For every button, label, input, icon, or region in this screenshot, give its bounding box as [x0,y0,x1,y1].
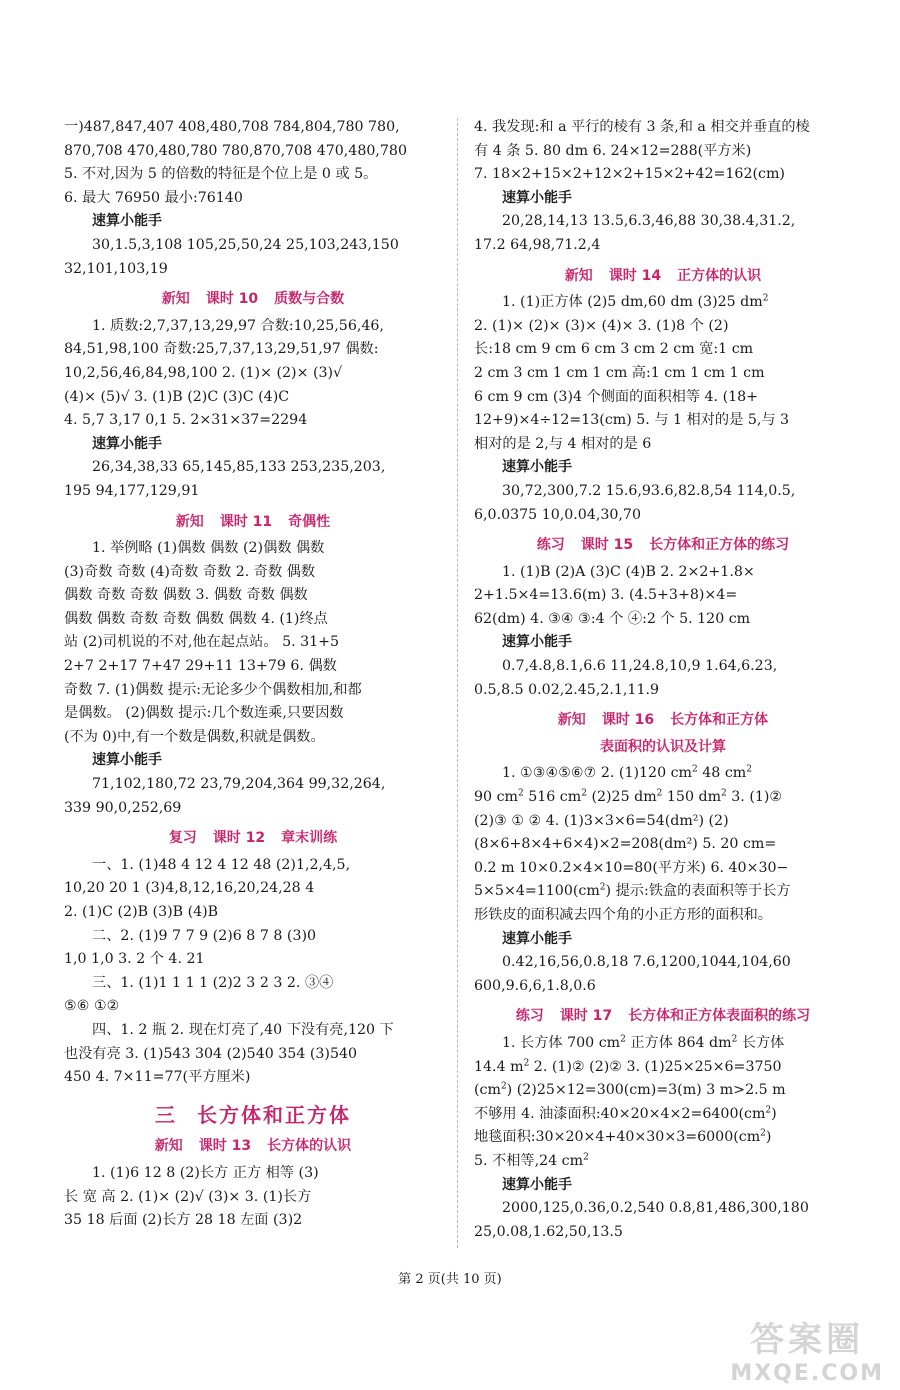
heading-part: 奇偶性 [288,513,331,530]
heading-part: 课时 15 [580,537,634,554]
heading-part: 新知 [154,1138,183,1155]
heading-part: 课时 17 [559,1008,613,1025]
answer-line: 4. 我发现:和 a 平行的棱有 3 条,和 a 相交并垂直的棱 [474,119,810,135]
answer-line: 奇数 7. (1)偶数 提示:无论多少个偶数相加,和都 [64,681,362,698]
heading-part: 课时 14 [608,267,662,284]
answer-line: 1. (1)6 12 8 (2)长方 正方 相等 (3) [92,1164,319,1181]
answer-line: 三、1. (1)1 1 1 1 (2)2 3 2 3 2. ③④ [92,974,334,991]
answer-line: 二、2. (1)9 7 7 9 (2)6 8 7 8 (3)0 [92,927,317,944]
answer-line: 6,0.0375 10,0.04,30,70 [474,506,641,523]
answer-line: 2000,125,0.36,0.2,540 0.8,81,486,300,180 [502,1200,809,1217]
heading-part: 课时 12 [212,830,266,847]
answer-line: 4. 5,7 3,17 0,1 5. 2×31×37=2294 [64,412,308,429]
answer-line: 站 (2)司机说的不对,他在起点站。 5. 31+5 [64,634,340,651]
answer-line: 1. (1)正方体 (2)5 dm,60 dm (3)25 $dm^2$ [502,293,769,311]
heading-part: 章末训练 [281,830,338,847]
heading-part: 质数与合数 [274,291,345,308]
watermark [730,1312,884,1386]
subheading-quick-calc: 速算小能手 [92,435,162,452]
heading-part: 三 [155,1102,177,1127]
heading-part: 练习 [515,1008,544,1025]
answer-line: 0.7,4.8,8.1,6.6 11,24.8,10,9 1.64,6.23, [502,658,778,675]
answer-line: 2+1.5×4=13.6(m) 3. (4.5+3+8)×4= [474,587,738,604]
answer-line: 0.5,8.5 0.02,2.45,2.1,11.9 [474,681,660,698]
answer-line: 地毯面积$:30\times 20\times 4+40\times 30\times 3=6000(cm^2)$ [474,1128,772,1146]
heading-part: 新知 [175,513,204,530]
answer-line: 450 4. 7×11=77(平方厘米) [64,1069,251,1086]
heading-part: 复习 [168,830,197,847]
answer-line: 5. 不对,因为 5 的倍数的特征是个位上是 0 或 5。 [64,166,378,183]
heading-part: 课时 13 [198,1138,252,1155]
subheading-quick-calc: 速算小能手 [502,930,572,947]
answer-line: 339 90,0,252,69 [64,799,182,816]
answer-line: (3)奇数 奇数 (4)奇数 奇数 2. 奇数 偶数 [64,563,316,580]
answer-line: 600,9.6,6,1.8,0.6 [474,977,596,994]
answer-line: (不为 0)中,有一个数是偶数,积就是偶数。 [64,728,325,745]
heading-part: 新知 [557,712,586,729]
heading-part: 长方体和正方体 [670,712,769,729]
section-heading [64,827,442,851]
answer-line: $(cm^2)$ (2)25×12=300(cm)=3(m) 3 m>2.5 m [474,1081,786,1099]
section-heading [64,1135,442,1159]
answer-line: 6. 最大 76950 最小:76140 [64,189,243,206]
answer-line: 形铁皮的面积减去四个角的小正方形的面积和。 [474,907,772,923]
answer-line: 30,1.5,3,108 105,25,50,24 25,103,243,150 [92,236,399,253]
section-heading [474,709,852,733]
answer-line: 不够用 4. 油漆面积$:40\times 20\times 4\times 2=6400(cm^2)$ [474,1105,777,1122]
answer-line: (8×6+8×4+6×4)×2=208(dm²) 5. 20 cm= [474,836,777,853]
answer-line: 35 18 后面 (2)长方 28 18 左面 (3)2 [64,1212,303,1229]
subheading-quick-calc: 速算小能手 [502,189,572,206]
answer-line: 有 4 条 5. 80 dm 6. 24×12=288(平方米) [474,142,752,159]
subheading-quick-calc: 速算小能手 [502,1176,572,1193]
answer-line: 71,102,180,72 23,79,204,364 99,32,264, [92,776,386,793]
heading-part: 长方体的认识 [267,1138,352,1155]
answer-line: 相对的是 2,与 4 相对的是 6 [474,435,652,452]
heading-part: 长方体和正方体表面积的练习 [628,1008,811,1025]
answer-line: 一、1. (1)48 4 12 4 12 48 (2)1,2,4,5, [92,856,351,873]
answer-line: $5\times 5\times 4=1100(cm^2)$ 提示:铁盒的表面积等于长方 [474,882,791,900]
heading-part: 课时 16 [601,712,655,729]
section-heading [474,265,852,289]
answer-line: 30,72,300,7.2 15.6,93.6,82.8,54 114,0.5, [502,482,796,499]
subheading-quick-calc: 速算小能手 [502,634,572,651]
answer-line: 84,51,98,100 奇数:25,7,37,13,29,51,97 偶数: [64,341,379,358]
heading-part: 练习 [536,537,565,554]
answer-line: 2. (1)C (2)B (3)B (4)B [64,904,219,920]
answer-line: 195 94,177,129,91 [64,482,200,499]
answer-line: 17.2 64,98,71.2,4 [474,236,601,253]
watermark-url: MXQE.COM [730,1361,884,1386]
heading-part: 课时 10 [205,291,259,308]
answer-line: 四、1. 2 瓶 2. 现在灯亮了,40 下没有亮,120 下 [92,1021,394,1038]
answer-line: 1. 质数:2,7,37,13,29,97 合数:10,25,56,46, [92,317,384,334]
section-heading-line2: 表面积的认识及计算 [600,738,726,755]
answer-line: 7. 18×2+15×2+12×2+15×2+42=162(cm) [474,166,785,183]
answer-line: 870,708 470,480,780 780,870,708 470,480,780 [64,142,407,159]
answer-line: ⑤⑥ ①② [64,998,120,1015]
answer-line: 偶数 偶数 奇数 奇数 偶数 偶数 4. (1)终点 [64,610,328,627]
column-divider [457,118,458,1248]
answer-line: (4)× (5)√ 3. (1)B (2)C (3)C (4)C [64,388,290,405]
answer-line: (2)③ ① ② 4. (1)3×3×6=54(dm²) (2) [474,812,729,829]
heading-part: 长方体和正方体的练习 [649,537,790,554]
section-heading [64,511,442,535]
answer-line: 1,0 1,0 3. 2 个 4. 21 [64,951,205,968]
answer-line: 6 cm 9 cm (3)4 个侧面的面积相等 4. (18+ [474,388,759,405]
answer-line: 12+9)×4÷12=13(cm) 5. 与 1 相对的是 5,与 3 [474,412,790,429]
subheading-quick-calc: 速算小能手 [502,459,572,476]
answer-line: 2. (1)× (2)× (3)× (4)× 3. (1)8 个 (2) [474,317,729,334]
page-footer: 第 2 页(共 10 页) [398,1272,502,1287]
answer-line: 长 宽 高 2. (1)× (2)√ (3)× 3. (1)长方 [64,1188,312,1205]
answer-line: 20,28,14,13 13.5,6.3,46,88 30,38.4,31.2, [502,213,796,230]
answer-line: 1. 举例略 (1)偶数 偶数 (2)偶数 偶数 [92,540,325,557]
heading-part: 正方体的认识 [677,267,762,284]
answer-line: 0.42,16,56,0.8,18 7.6,1200,1044,104,60 [502,954,791,971]
answer-line: 是偶数。 (2)偶数 提示:几个数连乘,只要因数 [64,705,344,722]
answer-line: 1. ①③④⑤⑥⑦ 2. (1)120 $cm^2$ 48 $cm^2$ [502,764,752,782]
heading-part: 长方体和正方体 [197,1102,351,1127]
answer-line: 一)487,847,407 408,480,708 784,804,780 780, [64,119,400,135]
answer-line: 2 cm 3 cm 1 cm 1 cm 高:1 cm 1 cm 1 cm [474,364,765,381]
left-column [64,116,442,1233]
answer-line: 5. 不相等,24 $cm^2$ [474,1152,589,1169]
answer-line: 10,20 20 1 (3)4,8,12,16,20,24,28 4 [64,880,315,897]
answer-line: 14.4 $m^2$ 2. (1)② (2)② 3. (1)25×25×6=3750 [474,1057,782,1075]
answer-line: 1. 长方体 700 $cm^2$ 正方体 864 $dm^2$ 长方体 [502,1034,785,1051]
heading-part: 新知 [161,291,190,308]
answer-line: 25,0.08,1.62,50,13.5 [474,1223,623,1240]
answer-line: 1. (1)B (2)A (3)C (4)B 2. 2×2+1.8× [502,563,755,580]
section-heading [474,1005,852,1029]
section-heading [64,288,442,312]
answer-line: 0.2 m 10×0.2×4×10=80(平方米) 6. 40×30− [474,859,789,876]
subheading-quick-calc: 速算小能手 [92,213,162,230]
right-column [474,116,852,1244]
answer-line: 2+7 2+17 7+47 29+11 13+79 6. 偶数 [64,658,337,675]
answer-line: 90 $cm^2$ 516 $cm^2$ (2)25 $dm^2$ 150 $dm^2$ 3. (1)② [474,788,783,806]
answer-line: 62(dm) 4. ③④ ③:4 个 ④:2 个 5. 120 cm [474,610,751,627]
section-heading [474,534,852,558]
unit-heading [64,1104,442,1128]
answer-line: 也没有亮 3. (1)543 304 (2)540 354 (3)540 [64,1045,358,1062]
subheading-quick-calc: 速算小能手 [92,752,162,769]
answer-line: 偶数 奇数 奇数 偶数 3. 偶数 奇数 偶数 [64,587,308,604]
answer-line: 长:18 cm 9 cm 6 cm 3 cm 2 cm 宽:1 cm [474,341,754,358]
watermark-logo-text: 答案圈 [750,1320,865,1360]
answer-line: 10,2,56,46,84,98,100 2. (1)× (2)× (3)√ [64,364,343,381]
heading-part: 新知 [564,267,593,284]
heading-part: 课时 11 [219,513,273,530]
answer-line: 26,34,38,33 65,145,85,133 253,235,203, [92,459,386,476]
answer-line: 32,101,103,19 [64,260,168,277]
